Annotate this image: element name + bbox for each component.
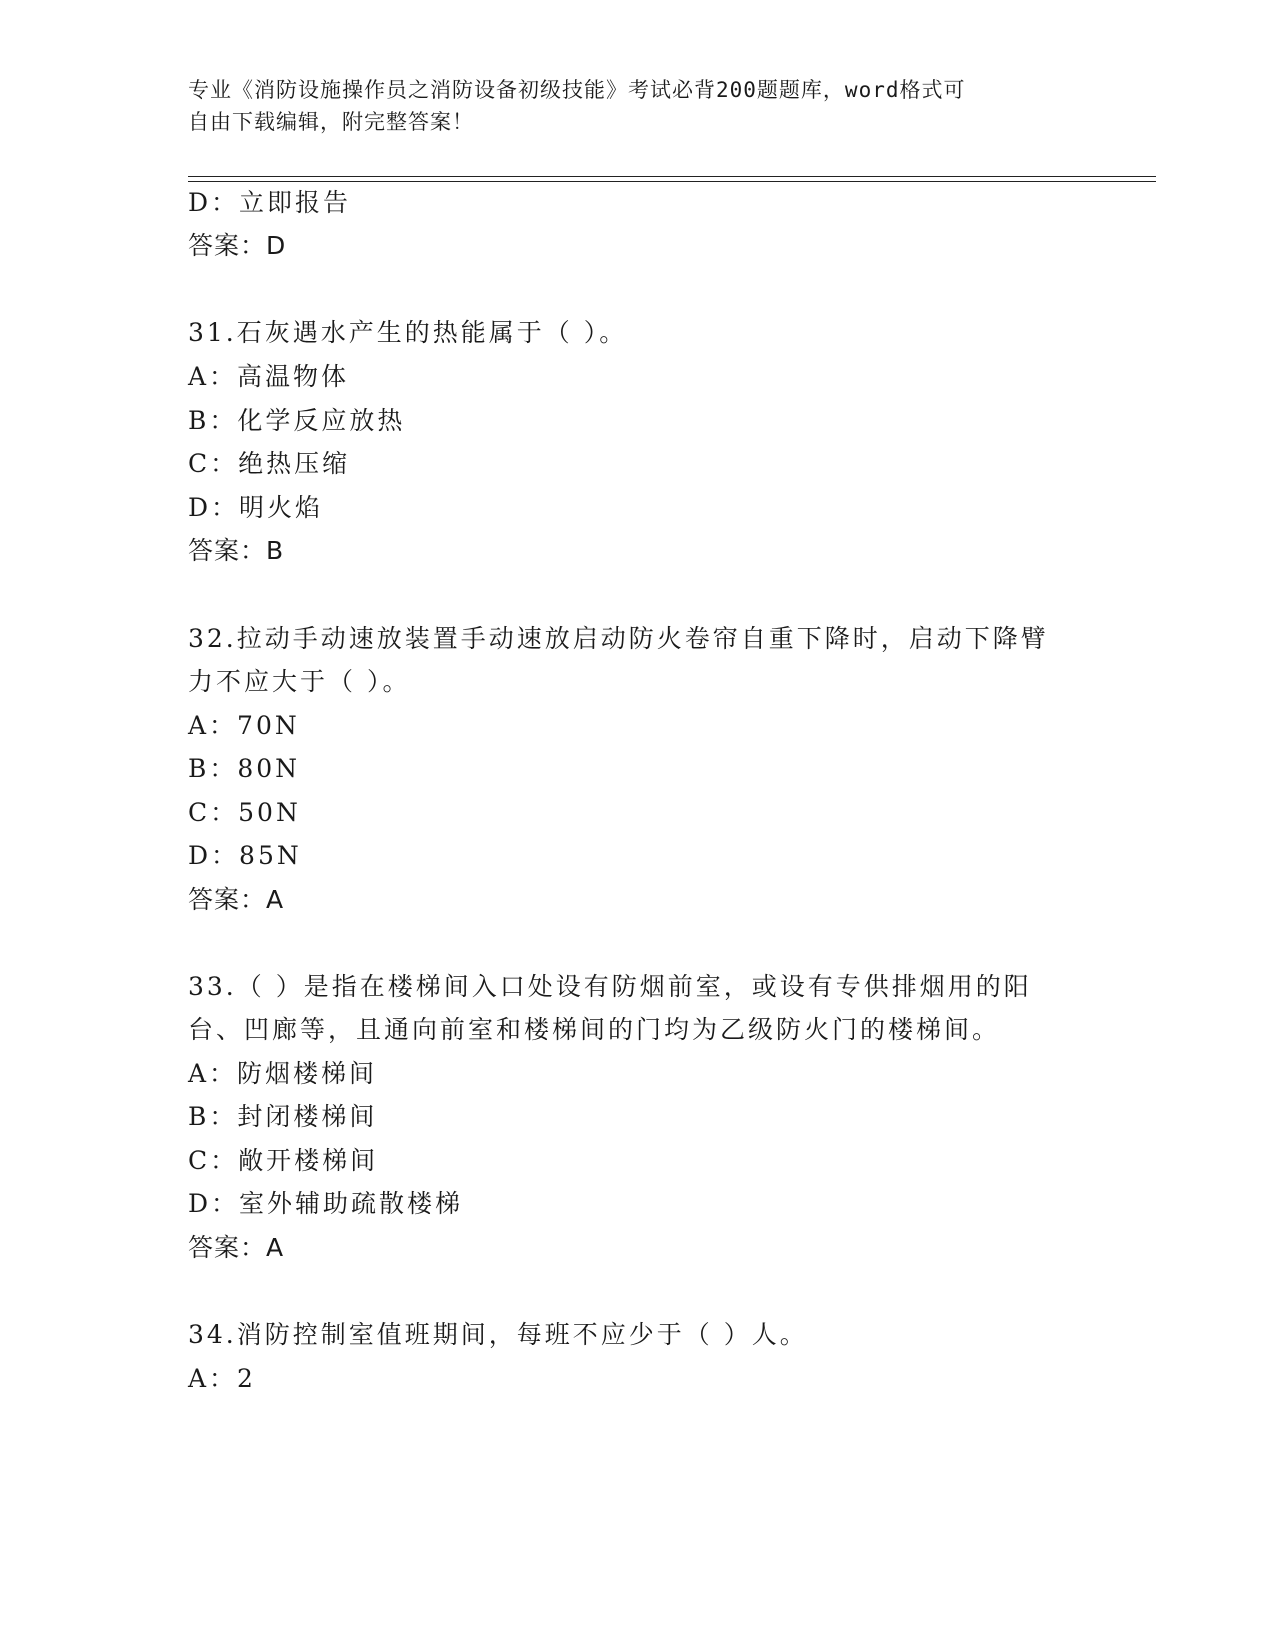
prev-answer: 答案：D [188,231,287,260]
prev-option-d: D：立即报告 [188,188,352,217]
q31-stem: 31.石灰遇水产生的热能属于（ ）。 [188,318,628,347]
q32-stem-line-1: 32.拉动手动速放装置手动速放启动防火卷帘自重下降时，启动下降臂 [188,624,1049,653]
q34-stem: 34.消防控制室值班期间，每班不应少于（ ）人。 [188,1320,808,1349]
q33-option-d: D：室外辅助疏散楼梯 [188,1189,464,1218]
q31-option-c: C：绝热压缩 [188,449,351,478]
q32-option-c: C：50N [188,798,301,827]
q33-stem-line-2: 台、凹廊等，且通向前室和楼梯间的门均为乙级防火门的楼梯间。 [188,1015,1001,1044]
q32-answer: 答案：A [188,885,285,914]
q33-answer: 答案：A [188,1233,285,1262]
header-line-1: 专业《消防设施操作员之消防设备初级技能》考试必背200题题库，word格式可 [188,78,966,102]
q33-option-b: B：封闭楼梯间 [188,1102,378,1131]
q32-stem-line-2: 力不应大于（ ）。 [188,667,411,696]
q31-answer: 答案：B [188,536,285,565]
header-divider-bottom [188,181,1156,182]
q31-option-d: D：明火焰 [188,493,324,522]
header-divider-top [188,176,1156,177]
q32-option-d: D：85N [188,841,302,870]
document-header [188,74,1068,138]
q32-option-b: B：80N [188,754,301,783]
q31-option-b: B：化学反应放热 [188,406,406,435]
q33-stem-line-1: 33.（ ）是指在楼梯间入口处设有防烟前室，或设有专供排烟用的阳 [188,972,1032,1001]
q31-option-a: A：高温物体 [188,362,350,391]
q33-option-c: C：敞开楼梯间 [188,1146,379,1175]
header-line-2: 自由下载编辑，附完整答案！ [188,110,474,134]
q32-option-a: A：70N [188,711,300,740]
q34-option-a: A：2 [188,1364,256,1393]
q33-option-a: A：防烟楼梯间 [188,1059,378,1088]
